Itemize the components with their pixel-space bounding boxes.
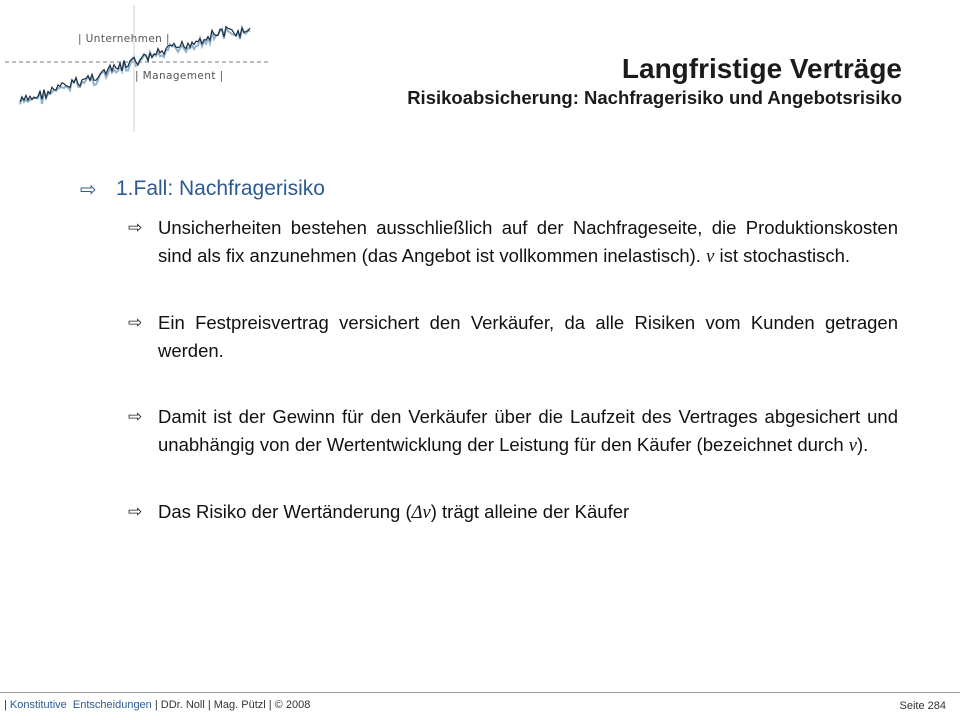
list-item-text <box>158 403 898 460</box>
case-heading <box>80 175 900 204</box>
list-item <box>128 214 900 271</box>
hollow-right-arrow-icon: ⇨ <box>128 218 143 237</box>
stock-chart-logo-graphic <box>0 0 280 135</box>
bullet-list <box>128 214 900 527</box>
list-item <box>128 309 900 365</box>
logo <box>0 0 280 135</box>
footer-course-info <box>4 699 310 711</box>
hollow-right-arrow-icon: ⇨ <box>128 313 143 332</box>
case-heading-text: 1.Fall: Nachfragerisiko <box>116 177 325 200</box>
page-number: Seite 284 <box>899 700 946 712</box>
item-text-pre: Unsicherheiten bestehen ausschließlich auf der Nachfrageseite, die Produktionskosten sind als fix anzunehmen (das Angebot ist vollkommen inelastisch). <box>158 217 898 266</box>
hollow-right-arrow-icon: ⇨ <box>80 179 97 201</box>
logo-word-unternehmen: | Unternehmen | <box>78 33 170 45</box>
item-text-post: ) trägt alleine der Käufer <box>430 501 630 522</box>
item-text-pre: Ein Festpreisvertrag versichert den Verkäufer, da alle Risiken vom Kunden getragen werden. <box>158 312 898 361</box>
slide-content <box>80 175 900 565</box>
item-text-pre: Das Risiko der Wertänderung ( <box>158 501 412 522</box>
hollow-right-arrow-icon: ⇨ <box>128 407 143 426</box>
list-item <box>128 403 900 460</box>
logo-word-management: | Management | <box>135 70 224 82</box>
math-variable-v: v <box>848 436 857 456</box>
math-variable-v: v <box>706 247 715 267</box>
footer-course-title: Konstitutive Entscheidungen <box>9 699 152 711</box>
math-delta-v: Δv <box>411 503 431 523</box>
item-text-post: ist stochastisch. <box>719 245 851 266</box>
footer-credits: | DDr. Noll | Mag. Pützl | © 2008 <box>154 699 311 711</box>
item-text-post: ). <box>856 434 869 455</box>
list-item <box>128 498 900 527</box>
slide-subtitle: Risikoabsicherung: Nachfragerisiko und Angebotsrisiko <box>407 87 902 108</box>
list-item-text <box>158 214 898 271</box>
slide-title: Langfristige Verträge <box>621 53 902 84</box>
list-item-text <box>158 309 898 365</box>
footer-pipe: | <box>4 699 7 711</box>
slide-header <box>407 52 902 109</box>
item-text-pre: Damit ist der Gewinn für den Verkäufer über die Laufzeit des Vertrages abgesichert und unabhängig von der Wertentwicklung der Leistung für den Käufer (bezeichnet durch <box>158 406 898 455</box>
footer-divider <box>0 692 960 693</box>
list-item-text <box>158 498 898 527</box>
hollow-right-arrow-icon: ⇨ <box>128 502 143 521</box>
